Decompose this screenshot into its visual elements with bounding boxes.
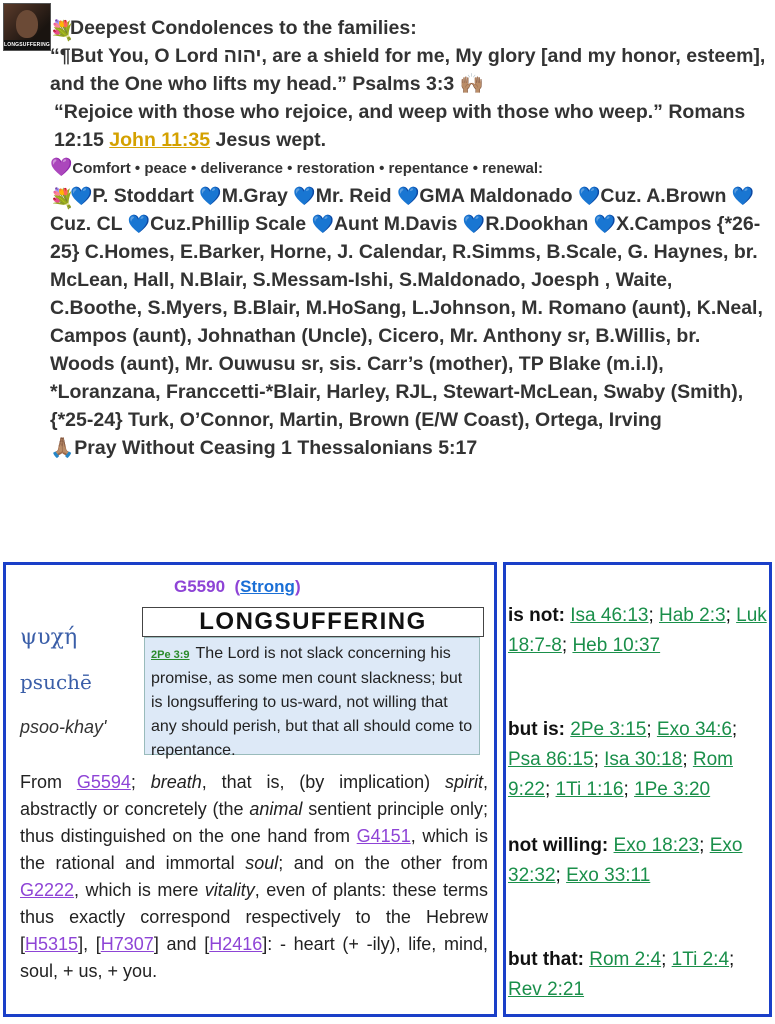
names-list [50,182,767,434]
portrait-face [16,10,38,38]
purple-heart-icon: 💜 [50,157,73,177]
family-name: R.Dookhan [485,213,594,235]
reference-link[interactable]: Isa 30:18 [604,749,683,770]
not-willing-refs: not willing: Exo 18:23; Exo 32:32; Exo 33:11 [508,835,743,886]
longsuffering-title: LONGSUFFERING [142,607,484,637]
verse-ref[interactable]: 2Pe 3:9 [151,649,190,661]
reference-link[interactable]: Exo 34:6 [656,719,732,740]
family-name: Cuz. CL [50,213,128,235]
blue-heart-icon: 💙 [70,186,93,206]
family-name: Cuz. A.Brown [600,185,732,207]
comfort-line: 💜Comfort • peace • deliverance • restoration • repentance • renewal: [50,157,543,177]
greek-word: ψυχή [20,625,78,650]
g2222-link[interactable]: G2222 [20,880,75,900]
reference-link[interactable]: 2Pe 3:15 [570,719,647,740]
lexicon-panel [3,562,497,1017]
romans-quote: “Rejoice with those who rejoice, and weep with those who weep.” Romans 12:15 John 11:35 Jesus wept. [54,101,746,151]
family-name: P. Stoddart [92,185,200,207]
transliteration: psuchē [20,670,92,694]
pronunciation: psoo-khay' [20,717,107,737]
is-not-refs: is not: Isa 46:13; Hab 2:3; Luk 18:7-8; Heb 10:37 [508,605,767,656]
blue-heart-icon: 💙 [593,214,617,234]
blue-heart-icon: 💙 [577,186,601,206]
family-name: Mr. Reid [315,185,397,207]
g4151-link[interactable]: G4151 [356,826,411,846]
but-is-refs: but is: 2Pe 3:15; Exo 34:6; Psa 86:15; Isa 30:18; Rom 9:22; 1Ti 1:16; 1Pe 3:20 [508,719,738,800]
family-name: M.Gray [221,185,294,207]
reference-link[interactable]: Exo 32:32 [508,835,743,886]
avatar [3,3,51,51]
reference-link[interactable]: Exo 18:23 [613,835,700,856]
h7307-link[interactable]: H7307 [100,934,154,954]
reference-link[interactable]: Hab 2:3 [659,605,726,626]
strongs-number: G5590 (Strong) [174,577,301,596]
blue-heart-icon: 💙 [311,214,334,234]
flower-bouquet-icon: 💐 [50,20,75,42]
definition: From G5594; breath, that is, (by implication) spirit, abstractly or concretely (the animal sentient principle only; thus distinguished on the one hand from G4151, which is the rational and immortal soul; and on the other from G2222, which is mere vitality, even of plants: these terms thus exactly correspond respectively to the Hebrew [H5315], [H7307] and [H2416]: - heart (+ -ily), life, mind, soul, + us, + you. [20,772,488,981]
blue-heart-icon: 💙 [731,186,755,206]
blue-heart-icon: 💙 [462,214,486,234]
verse-text: The Lord is not slack concerning his promise, as some men count slackness; but is longsuffering to us-ward, not willing that any should perish, but that all should come to repentance. [151,645,473,759]
reference-link[interactable]: Heb 10:37 [572,635,661,656]
condolence-heading: 💐Deepest Condolences to the families: [50,17,417,42]
reference-link[interactable]: 1Ti 1:16 [555,779,624,800]
but-that-refs: but that: Rom 2:4; 1Ti 2:4; Rev 2:21 [508,949,735,1000]
names-with-hearts [50,185,754,235]
reference-link[interactable]: Exo 33:11 [566,865,651,886]
names-remaining: {*26-25} C.Homes, E.Barker, Horne, J. Calendar, R.Simms, B.Scale, G. Haynes, br. McLean, Hall, N.Blair, S.Messam-Ishi, S.Maldonado, Joesph , Waite, C.Boothe, S.Myers, B.Blair, M.HoSang, L.Johnson, M. Romano (aunt), K.Neal, Campos (aunt), Johnathan (Uncle), Cicero, Mr. Anthony sr, B.Willis, br. Woods (aunt), Mr. Ouwusu sr, sis. Carr’s (mother), TP Blake (m.i.l), *Loranzana, Franccetti-*Blair, Harley, RJL, Stewart-McLean, Swaby (Smith), {*25-24} Turk, O’Connor, Martin, Brown (E/W Coast), Ortega, Irving [50,213,763,431]
family-name: Aunt M.Davis [333,213,463,235]
reference-link[interactable]: Isa 46:13 [570,605,649,626]
psalm-quote: “¶But You, O Lord יהוה, are a shield for me, My glory [and my honor, esteem], and the One who lifts my head.” Psalms 3:3 🙌🏽 [50,45,766,95]
praying-hands-icon: 🙏🏽 [50,437,75,459]
blue-heart-icon: 💙 [127,214,151,234]
h2416-link[interactable]: H2416 [209,934,263,954]
reference-link[interactable]: 1Pe 3:20 [634,779,711,800]
reference-link[interactable]: Luk 18:7-8 [508,605,767,656]
praising-hands-icon: 🙌🏽 [459,73,484,95]
reference-link[interactable]: Psa 86:15 [508,749,594,770]
blue-heart-icon: 💙 [397,186,420,206]
condolence-text [50,14,767,462]
h5315-link[interactable]: H5315 [25,934,79,954]
references-panel [503,562,772,1017]
reference-link[interactable]: Rom 2:4 [589,949,662,970]
reference-link[interactable]: 1Ti 2:4 [671,949,730,970]
strong-link[interactable]: Strong [240,577,295,596]
reference-link[interactable]: Rev 2:21 [508,979,585,1000]
verse-box [144,637,480,759]
family-name: X.Campos [616,213,717,235]
family-name: GMA Maldonado [419,185,578,207]
blue-heart-icon: 💙 [199,186,222,206]
family-name: Cuz.Phillip Scale [150,213,312,235]
john-11-35-link[interactable]: John 11:35 [109,129,211,151]
reference-link[interactable]: Rom 9:22 [508,749,733,800]
g5594-link[interactable]: G5594 [76,772,131,792]
prayer-line: 🙏🏽Pray Without Ceasing 1 Thessalonians 5:17 [50,437,478,459]
flower-bouquet-icon: 💐 [50,188,75,210]
avatar-caption: LONGSUFFERING [4,42,50,48]
blue-heart-icon: 💙 [293,186,316,206]
